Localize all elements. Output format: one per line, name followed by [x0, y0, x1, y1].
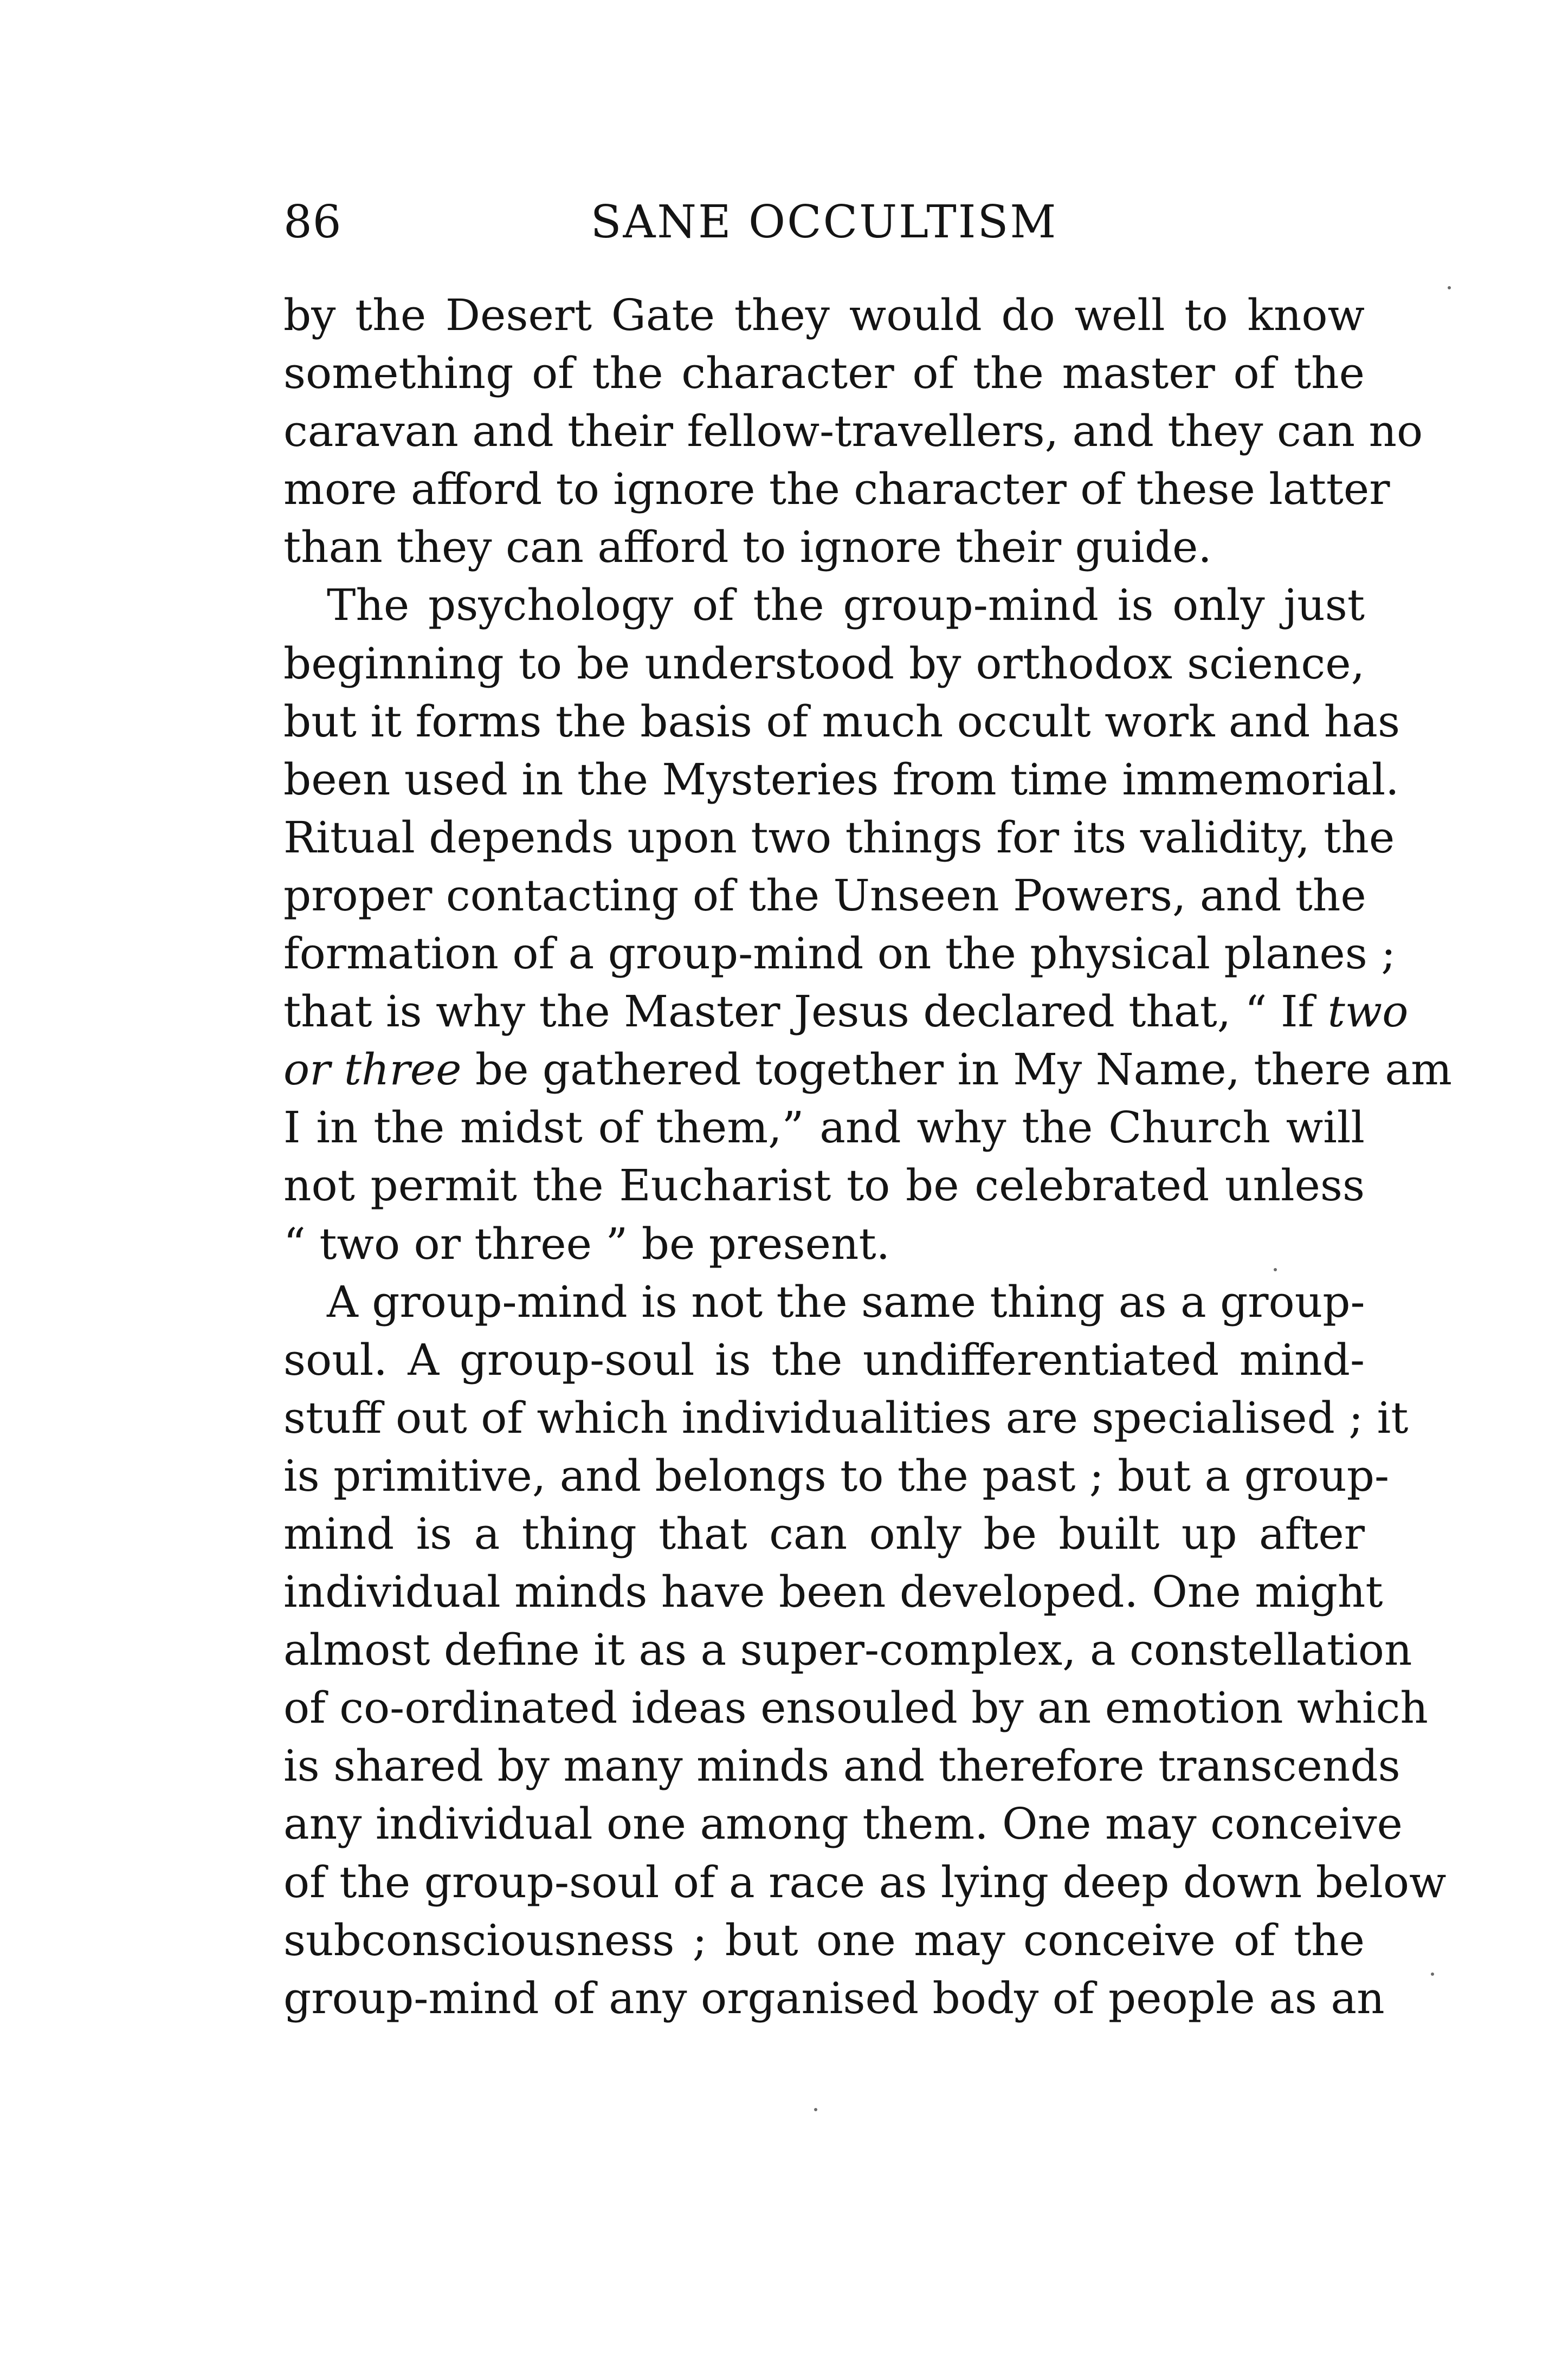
text-line: not permit the Eucharist to be celebrated unless	[283, 1160, 1365, 1211]
page-number: 86	[283, 196, 342, 248]
text-line: is shared by many minds and therefore transcends	[283, 1741, 1400, 1792]
text-line: any individual one among them. One may conceive	[283, 1799, 1403, 1849]
text-line: soul. A group-soul is the undifferentiated mind-	[283, 1334, 1365, 1385]
text-line: more afford to ignore the character of these latter	[283, 464, 1390, 515]
text-run: be gathered together in My Name, there am	[461, 1044, 1452, 1095]
text-line: almost define it as a super-complex, a constellation	[283, 1625, 1412, 1676]
text-line: beginning to be understood by orthodox science,	[283, 638, 1365, 689]
scan-speck	[1448, 286, 1451, 289]
scan-speck	[814, 2108, 817, 2111]
text-line: than they can afford to ignore their guide.	[283, 522, 1212, 573]
body-text	[283, 286, 1452, 2027]
text-line: group-mind of any organised body of people as an	[283, 1972, 1385, 2023]
text-line: something of the character of the master of the	[283, 348, 1365, 399]
text-run: that is why the Master Jesus declared that, “ If	[283, 986, 1328, 1037]
scan-speck	[1431, 1972, 1434, 1976]
text-line: but it forms the basis of much occult work and has	[283, 696, 1400, 747]
text-line: The psychology of the group-mind is only just	[327, 580, 1365, 631]
text-line: stuff out of which individualities are specialised ; it	[283, 1392, 1409, 1443]
scan-speck	[1274, 1268, 1277, 1271]
text-line: is primitive, and belongs to the past ; but a group-	[283, 1450, 1389, 1501]
text-line	[283, 982, 1409, 1040]
page-header	[283, 190, 1365, 255]
text-line: mind is a thing that can only be built up after	[283, 1508, 1365, 1559]
text-line: “ two or three ” be present.	[283, 1218, 890, 1269]
italic-text: or three	[283, 1044, 462, 1095]
text-line: proper contacting of the Unseen Powers, and the	[283, 870, 1366, 921]
text-line: A group-mind is not the same thing as a group-	[327, 1276, 1365, 1327]
italic-text: two	[1327, 986, 1409, 1037]
text-line: been used in the Mysteries from time immemorial.	[283, 754, 1399, 805]
text-line: of the group-soul of a race as lying deep down below	[283, 1857, 1447, 1907]
text-line: by the Desert Gate they would do well to know	[283, 290, 1365, 340]
running-title: SANE OCCULTISM	[590, 196, 1058, 248]
text-line: subconsciousness ; but one may conceive of the	[283, 1915, 1365, 1965]
text-line: of co-ordinated ideas ensouled by an emotion which	[283, 1683, 1428, 1734]
text-line: caravan and their fellow-travellers, and they can no	[283, 406, 1423, 457]
text-line	[283, 1040, 1452, 1098]
text-line: individual minds have been developed. One might	[283, 1567, 1383, 1618]
text-line: Ritual depends upon two things for its validity, the	[283, 812, 1395, 863]
text-line: I in the midst of them,” and why the Church will	[283, 1102, 1365, 1153]
text-line: formation of a group-mind on the physical planes ;	[283, 928, 1396, 979]
